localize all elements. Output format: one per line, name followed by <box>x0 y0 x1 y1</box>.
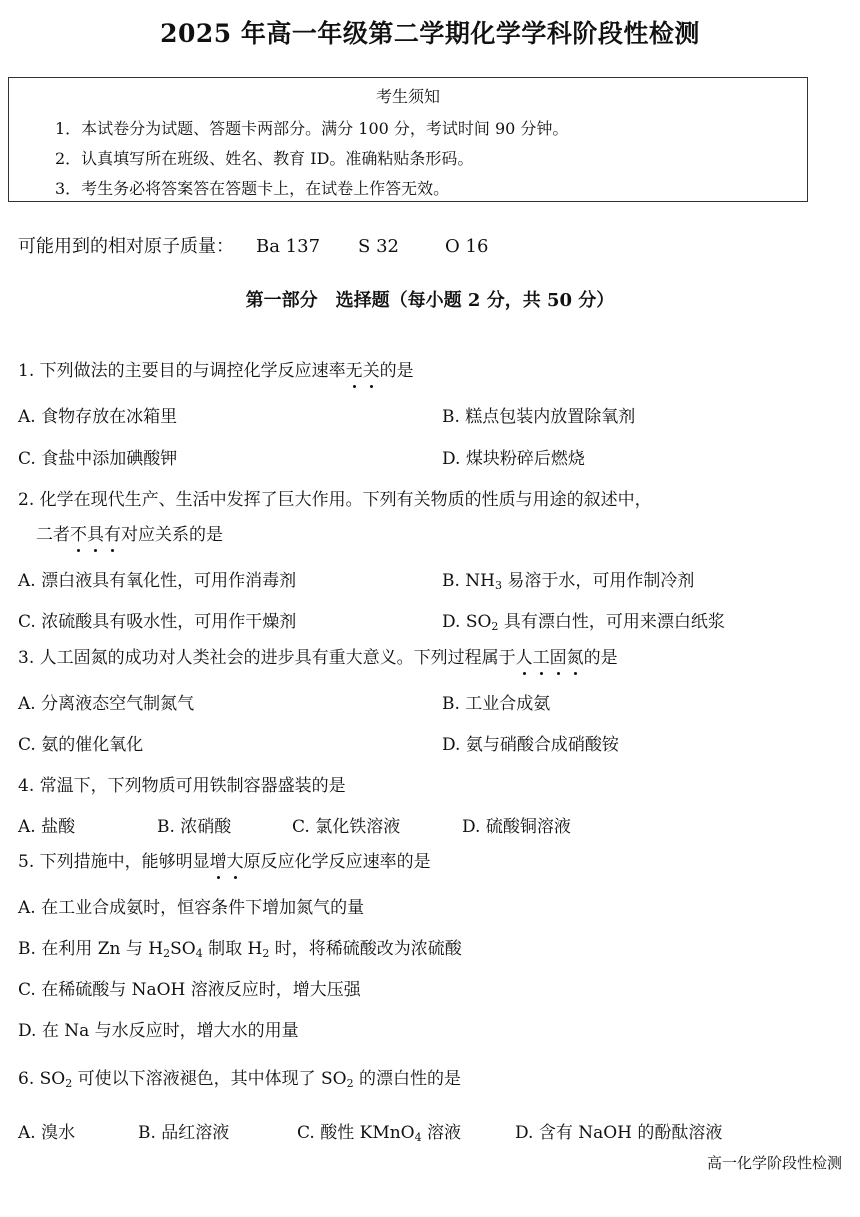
question-4-option-a: A. 盐酸 <box>18 817 76 837</box>
atomic-mass-item: Ba 137 <box>256 236 321 257</box>
question-6-stem <box>18 1064 461 1089</box>
option-text: 制取 H <box>202 939 263 959</box>
stem-text: 的是 <box>583 648 618 668</box>
question-3-option-c: C. 氨的催化氧化 <box>18 735 144 755</box>
option-text: B. 在利用 Zn 与 H <box>18 939 164 959</box>
question-5-stem <box>18 847 431 872</box>
emphasis-char: 氮 <box>567 643 584 668</box>
stem-text: 的是 <box>379 361 414 381</box>
stem-text: 可使以下溶液褪色，其中体现了 SO <box>72 1069 347 1089</box>
question-2-option-a: A. 漂白液具有氧化性，可用作消毒剂 <box>18 571 297 591</box>
notice-line: 1．本试卷分为试题、答题卡两部分。满分 100 分，考试时间 90 分钟。 <box>55 119 569 138</box>
subscript: 3 <box>495 579 503 592</box>
question-6-option-d: D. 含有 NaOH 的酚酞溶液 <box>515 1123 723 1143</box>
option-text: 具有漂白性，可用来漂白纸浆 <box>498 612 725 632</box>
question-2-stem-line2 <box>36 520 223 545</box>
subscript: 4 <box>414 1131 422 1144</box>
stem-text: 1. 下列做法的主要目的与调控化学反应速率 <box>18 361 346 381</box>
option-text: B. NH <box>442 571 496 591</box>
question-4-option-b: B. 浓硝酸 <box>157 817 232 837</box>
option-text: D. SO <box>442 612 492 632</box>
question-3-option-a: A. 分离液态空气制氮气 <box>18 694 195 714</box>
emphasis-char: 固 <box>550 643 567 668</box>
atomic-mass-line <box>18 232 488 258</box>
emphasis-char: 具 <box>87 520 104 545</box>
question-1-stem <box>18 356 414 381</box>
question-1-option-d: D. 煤块粉碎后燃烧 <box>442 449 585 469</box>
emphasis-char: 大 <box>227 847 244 872</box>
question-1-option-b: B. 糕点包装内放置除氧剂 <box>442 407 636 427</box>
emphasis-char: 工 <box>533 643 550 668</box>
question-6-option-b: B. 品红溶液 <box>138 1123 230 1143</box>
question-5-option-d: D. 在 Na 与水反应时，增大水的用量 <box>18 1021 299 1041</box>
question-2-option-d <box>442 607 725 632</box>
option-text: 易溶于水，可用作制冷剂 <box>502 571 695 591</box>
question-6-option-a: A. 溴水 <box>18 1123 76 1143</box>
stem-text: 二者 <box>36 525 70 545</box>
subscript: 4 <box>195 947 203 960</box>
atomic-mass-label: 可能用到的相对原子质量： <box>18 236 234 257</box>
option-text: C. 酸性 KMnO <box>297 1123 415 1143</box>
stem-text: 5. 下列措施中，能够明显 <box>18 852 210 872</box>
stem-text: 原反应化学反应速率的是 <box>243 852 431 872</box>
question-3-option-b: B. 工业合成氨 <box>442 694 551 714</box>
question-3-stem <box>18 643 618 668</box>
notice-line: 2．认真填写所在班级、姓名、教育 ID。准确粘贴条形码。 <box>55 149 474 168</box>
emphasis-char: 人 <box>516 643 533 668</box>
emphasis-char: 不 <box>70 520 87 545</box>
emphasis-char: 关 <box>363 356 380 381</box>
question-5-option-c: C. 在稀硫酸与 NaOH 溶液反应时，增大压强 <box>18 980 361 1000</box>
question-2-option-b <box>442 566 694 591</box>
subscript: 2 <box>163 947 171 960</box>
stem-text: 的漂白性的是 <box>353 1069 462 1089</box>
option-text: 时，将稀硫酸改为浓硫酸 <box>269 939 462 959</box>
atomic-mass-item: S 32 <box>358 236 400 257</box>
emphasis-char: 增 <box>210 847 227 872</box>
option-text: 溶液 <box>421 1123 462 1143</box>
emphasis-char: 无 <box>346 356 363 381</box>
question-3-option-d: D. 氨与硝酸合成硝酸铵 <box>442 735 619 755</box>
subscript: 2 <box>346 1077 354 1090</box>
subscript: 2 <box>65 1077 73 1090</box>
question-2-option-c: C. 浓硫酸具有吸水性，可用作干燥剂 <box>18 612 297 632</box>
notice-box <box>8 77 808 202</box>
subscript: 2 <box>491 620 499 633</box>
question-4-stem: 4. 常温下，下列物质可用铁制容器盛装的是 <box>18 776 346 796</box>
emphasis-char: 有 <box>104 520 121 545</box>
atomic-mass-item: O 16 <box>445 236 489 257</box>
stem-text: 6. SO <box>18 1069 66 1089</box>
question-6-option-c <box>297 1118 461 1143</box>
question-5-option-b <box>18 934 462 959</box>
page-footer: 高一化学阶段性检测 <box>706 1154 842 1172</box>
stem-text: 对应关系的是 <box>121 525 223 545</box>
notice-line: 3．考生务必将答案答在答题卡上，在试卷上作答无效。 <box>55 179 450 198</box>
section-title: 第一部分 选择题（每小题 2 分，共 50 分） <box>245 290 615 311</box>
notice-heading: 考生须知 <box>375 87 440 106</box>
question-4-option-c: C. 氯化铁溶液 <box>292 817 401 837</box>
option-text: SO <box>170 939 196 959</box>
question-4-option-d: D. 硫酸铜溶液 <box>462 817 571 837</box>
page-title: 2025 年高一年级第二学期化学学科阶段性检测 <box>160 19 700 48</box>
stem-text: 3. 人工固氮的成功对人类社会的进步具有重大意义。下列过程属于 <box>18 648 516 668</box>
question-1-option-a: A. 食物存放在冰箱里 <box>18 407 178 427</box>
question-1-option-c: C. 食盐中添加碘酸钾 <box>18 449 178 469</box>
question-2-stem-line1: 2. 化学在现代生产、生活中发挥了巨大作用。下列有关物质的性质与用途的叙述中， <box>18 490 652 510</box>
subscript: 2 <box>262 947 270 960</box>
question-5-option-a: A. 在工业合成氨时，恒容条件下增加氮气的量 <box>18 898 365 918</box>
